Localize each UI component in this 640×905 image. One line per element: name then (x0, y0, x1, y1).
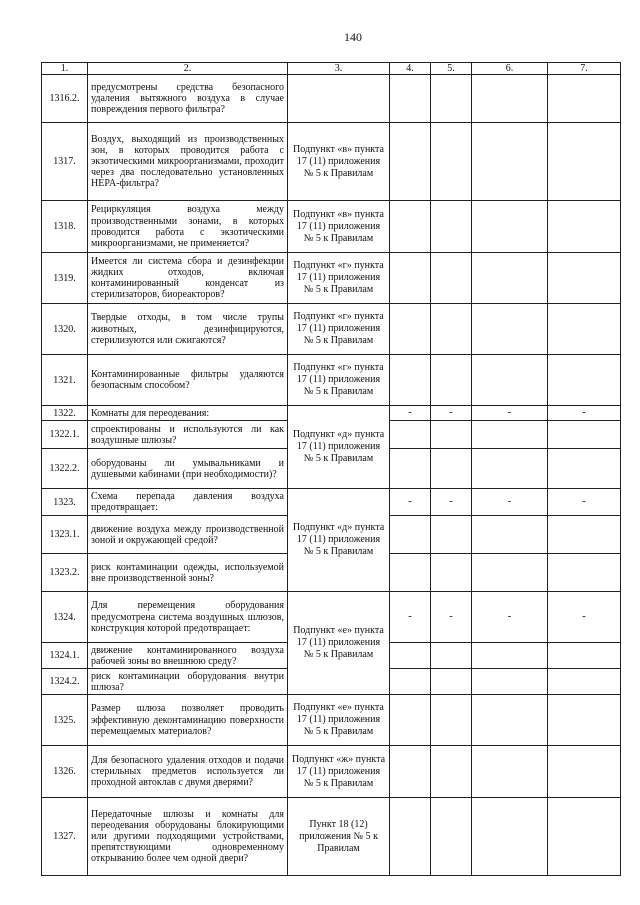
row-cell (472, 643, 548, 669)
row-number: 1327. (42, 798, 88, 876)
dash-mark: - (390, 489, 431, 516)
row-text: Комнаты для переодевания: (88, 406, 288, 421)
row-cell (390, 695, 431, 746)
row-text: риск контаминации одежды, используемой вне производственной зоны? (88, 554, 288, 592)
row-cell (390, 421, 431, 449)
row-cell (390, 449, 431, 489)
row-cell (472, 304, 548, 355)
row-cell (431, 421, 472, 449)
row-cell (548, 516, 621, 554)
row-reference: Подпункт «ж» пункта 17 (11) приложения № 5 к Правилам (288, 746, 390, 798)
dash-mark: - (472, 592, 548, 643)
row-text: Схема перепада давления воздуха предотвращает: (88, 489, 288, 516)
row-number: 1320. (42, 304, 88, 355)
row-cell (390, 253, 431, 304)
row-cell (431, 695, 472, 746)
dash-mark: - (472, 489, 548, 516)
row-cell (390, 643, 431, 669)
header-cell: 3. (288, 63, 390, 75)
row-cell (390, 554, 431, 592)
row-cell (390, 798, 431, 876)
row-text: Для безопасного удаления отходов и подачи стерильных предметов используется ли проходной автоклав с двумя дверями? (88, 746, 288, 798)
row-cell (390, 201, 431, 253)
row-cell (548, 421, 621, 449)
row-cell (472, 798, 548, 876)
row-text: Передаточные шлюзы и комнаты для переодевания оборудованы блокирующими или другими подходящими устройствами, препятствующими одновременному открыванию более чем одной двери? (88, 798, 288, 876)
row-text: Для перемещения оборудования предусмотрена система воздушных шлюзов, конструкция которой предотвращает: (88, 592, 288, 643)
row-reference: Подпункт «е» пункта 17 (11) приложения № 5 к Правилам (288, 592, 390, 695)
header-cell: 7. (548, 63, 621, 75)
row-cell (548, 253, 621, 304)
row-cell (431, 304, 472, 355)
row-cell (472, 554, 548, 592)
table-row (42, 123, 621, 201)
table-row (42, 355, 621, 406)
row-cell (472, 421, 548, 449)
row-cell (431, 123, 472, 201)
table-row (42, 798, 621, 876)
row-cell (390, 746, 431, 798)
row-cell (431, 201, 472, 253)
dash-mark: - (431, 592, 472, 643)
row-text: Рециркуляция воздуха между производственными зонами, в которых проводится работа с экзотическими микроорганизмами, не применяется? (88, 201, 288, 253)
row-text: Размер шлюза позволяет проводить эффективную деконтаминацию поверхности перемещаемых материалов? (88, 695, 288, 746)
dash-mark: - (548, 489, 621, 516)
header-cell: 4. (390, 63, 431, 75)
row-cell (431, 75, 472, 123)
row-cell (548, 75, 621, 123)
row-number: 1325. (42, 695, 88, 746)
dash-mark: - (390, 592, 431, 643)
table-row (42, 201, 621, 253)
row-number: 1322.1. (42, 421, 88, 449)
row-cell (472, 123, 548, 201)
dash-mark: - (390, 406, 431, 421)
row-cell (548, 123, 621, 201)
row-text: риск контаминации оборудования внутри шлюза? (88, 669, 288, 695)
row-text: оборудованы ли умывальниками и душевыми кабинами (при необходимости)? (88, 449, 288, 489)
row-cell (548, 201, 621, 253)
row-cell (548, 669, 621, 695)
row-text: Твердые отходы, в том числе трупы животных, дезинфицируются, стерилизуются или сжигаются? (88, 304, 288, 355)
row-cell (472, 201, 548, 253)
row-number: 1317. (42, 123, 88, 201)
row-cell (548, 798, 621, 876)
row-cell (548, 643, 621, 669)
row-text: Воздух, выходящий из производственных зон, в которых проводится работа с экзотическими микроорганизмами, проходит через два последовательно установленных HEPA-фильтра? (88, 123, 288, 201)
header-cell: 6. (472, 63, 548, 75)
row-cell (390, 75, 431, 123)
row-cell (431, 643, 472, 669)
table-row (42, 592, 621, 643)
header-cell: 2. (88, 63, 288, 75)
row-reference: Подпункт «г» пункта 17 (11) приложения № 5 к Правилам (288, 304, 390, 355)
row-number: 1324. (42, 592, 88, 643)
row-cell (431, 449, 472, 489)
row-cell (288, 75, 390, 123)
table-row (42, 75, 621, 123)
row-number: 1323.1. (42, 516, 88, 554)
row-cell (390, 123, 431, 201)
dash-mark: - (431, 489, 472, 516)
row-cell (548, 355, 621, 406)
row-reference: Подпункт «в» пункта 17 (11) приложения № 5 к Правилам (288, 201, 390, 253)
table-row (42, 695, 621, 746)
row-cell (548, 554, 621, 592)
row-reference: Подпункт «е» пункта 17 (11) приложения № 5 к Правилам (288, 695, 390, 746)
row-reference: Пункт 18 (12) приложения № 5 к Правилам (288, 798, 390, 876)
table-row (42, 489, 621, 516)
dash-mark: - (431, 406, 472, 421)
row-cell (390, 355, 431, 406)
row-cell (431, 669, 472, 695)
row-number: 1322. (42, 406, 88, 421)
row-number: 1321. (42, 355, 88, 406)
row-cell (472, 516, 548, 554)
row-cell (472, 746, 548, 798)
row-cell (472, 253, 548, 304)
dash-mark: - (548, 592, 621, 643)
row-cell (431, 554, 472, 592)
row-reference: Подпункт «д» пункта 17 (11) приложения № 5 к Правилам (288, 489, 390, 592)
row-cell (548, 695, 621, 746)
row-cell (472, 669, 548, 695)
row-number: 1322.2. (42, 449, 88, 489)
row-reference: Подпункт «г» пункта 17 (11) приложения № 5 к Правилам (288, 355, 390, 406)
row-number: 1319. (42, 253, 88, 304)
row-number: 1316.2. (42, 75, 88, 123)
header-cell: 1. (42, 63, 88, 75)
header-cell: 5. (431, 63, 472, 75)
row-cell (548, 304, 621, 355)
row-cell (472, 449, 548, 489)
row-cell (390, 516, 431, 554)
table-row (42, 406, 621, 421)
dash-mark: - (472, 406, 548, 421)
row-cell (472, 695, 548, 746)
row-number: 1324.1. (42, 643, 88, 669)
row-cell (548, 746, 621, 798)
table-row (42, 253, 621, 304)
row-number: 1323. (42, 489, 88, 516)
row-reference: Подпункт «г» пункта 17 (11) приложения № 5 к Правилам (288, 253, 390, 304)
row-cell (431, 253, 472, 304)
header-row (42, 63, 621, 75)
row-cell (390, 304, 431, 355)
row-cell (390, 669, 431, 695)
checklist-table (41, 62, 621, 876)
row-text: движение воздуха между производственной зоной и окружающей средой? (88, 516, 288, 554)
row-cell (431, 516, 472, 554)
row-cell (548, 449, 621, 489)
row-cell (431, 355, 472, 406)
row-cell (431, 746, 472, 798)
row-number: 1324.2. (42, 669, 88, 695)
table-row (42, 304, 621, 355)
row-text: спроектированы и используются ли как воздушные шлюзы? (88, 421, 288, 449)
row-text: Имеется ли система сбора и дезинфекции жидких отходов, включая контаминированный конденсат из стерилизаторов, биореакторов? (88, 253, 288, 304)
row-number: 1318. (42, 201, 88, 253)
dash-mark: - (548, 406, 621, 421)
row-text: предусмотрены средства безопасного удаления вытяжного воздуха в случае повреждения первого фильтра? (88, 75, 288, 123)
row-cell (472, 75, 548, 123)
row-number: 1323.2. (42, 554, 88, 592)
table-row (42, 746, 621, 798)
row-text: движение контаминированного воздуха рабочей зоны во внешнюю среду? (88, 643, 288, 669)
row-cell (431, 798, 472, 876)
row-text: Контаминированные фильтры удаляются безопасным способом? (88, 355, 288, 406)
row-reference: Подпункт «в» пункта 17 (11) приложения № 5 к Правилам (288, 123, 390, 201)
page-number: 140 (344, 30, 362, 44)
row-number: 1326. (42, 746, 88, 798)
row-reference: Подпункт «д» пункта 17 (11) приложения № 5 к Правилам (288, 406, 390, 489)
row-cell (472, 355, 548, 406)
